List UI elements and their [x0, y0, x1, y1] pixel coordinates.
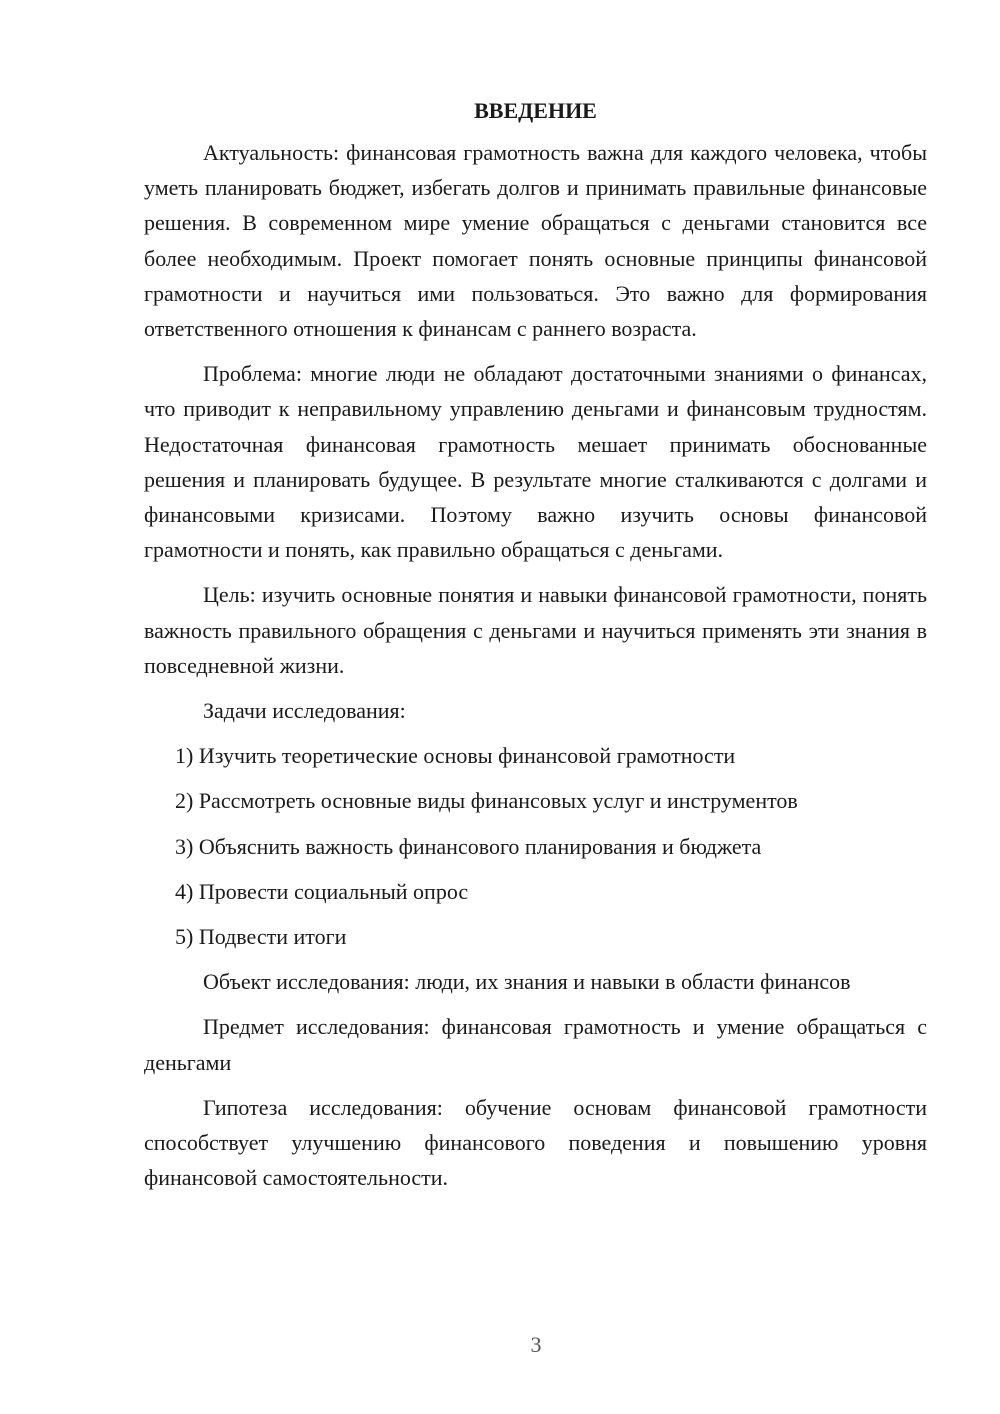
object-paragraph: Объект исследования: люди, их знания и навыки в области финансов	[203, 969, 851, 995]
relevance-paragraph: Актуальность: финансовая грамотность важна для каждого человека, чтобы уметь планировать бюджет, избегать долгов и принимать правильные финансовые решения. В современном мире умение обращаться с деньгами становится все более необходимым. Проект помогает понять основные принципы финансовой грамотности и научиться ими пользоваться. Это важно для формирования ответственного отношения к финансам с раннего возраста.	[144, 140, 927, 342]
task-item: 2) Рассмотреть основные виды финансовых услуг и инструментов	[175, 788, 798, 814]
page-title: ВВЕДЕНИЕ	[474, 98, 597, 123]
page-number: 3	[530, 1332, 542, 1357]
goal-paragraph: Цель: изучить основные понятия и навыки финансовой грамотности, понять важность правильного обращения с деньгами и научиться применять эти знания в повседневной жизни.	[144, 582, 927, 678]
subject-paragraph: Предмет исследования: финансовая грамотность и умение обращаться с деньгами	[144, 1014, 927, 1075]
task-item: 5) Подвести итоги	[175, 924, 347, 950]
task-item: 3) Объяснить важность финансового планирования и бюджета	[175, 833, 762, 859]
task-item: 1) Изучить теоретические основы финансовой грамотности	[175, 743, 736, 769]
tasks-list	[144, 738, 927, 954]
problem-paragraph: Проблема: многие люди не обладают достаточными знаниями о финансах, что приводит к неправильному управлению деньгами и финансовым трудностям. Недостаточная финансовая грамотность мешает принимать обоснованные решения и планировать будущее. В результате многие сталкиваются с долгами и финансовыми кризисами. Поэтому важно изучить основы финансовой грамотности и понять, как правильно обращаться с деньгами.	[144, 361, 927, 563]
hypothesis-paragraph: Гипотеза исследования: обучение основам финансовой грамотности способствует улучшению финансового поведения и повышению уровня финансовой самостоятельности.	[144, 1094, 927, 1191]
task-item: 4) Провести социальный опрос	[175, 878, 469, 904]
document-page	[144, 94, 927, 1205]
tasks-heading: Задачи исследования:	[203, 698, 406, 724]
